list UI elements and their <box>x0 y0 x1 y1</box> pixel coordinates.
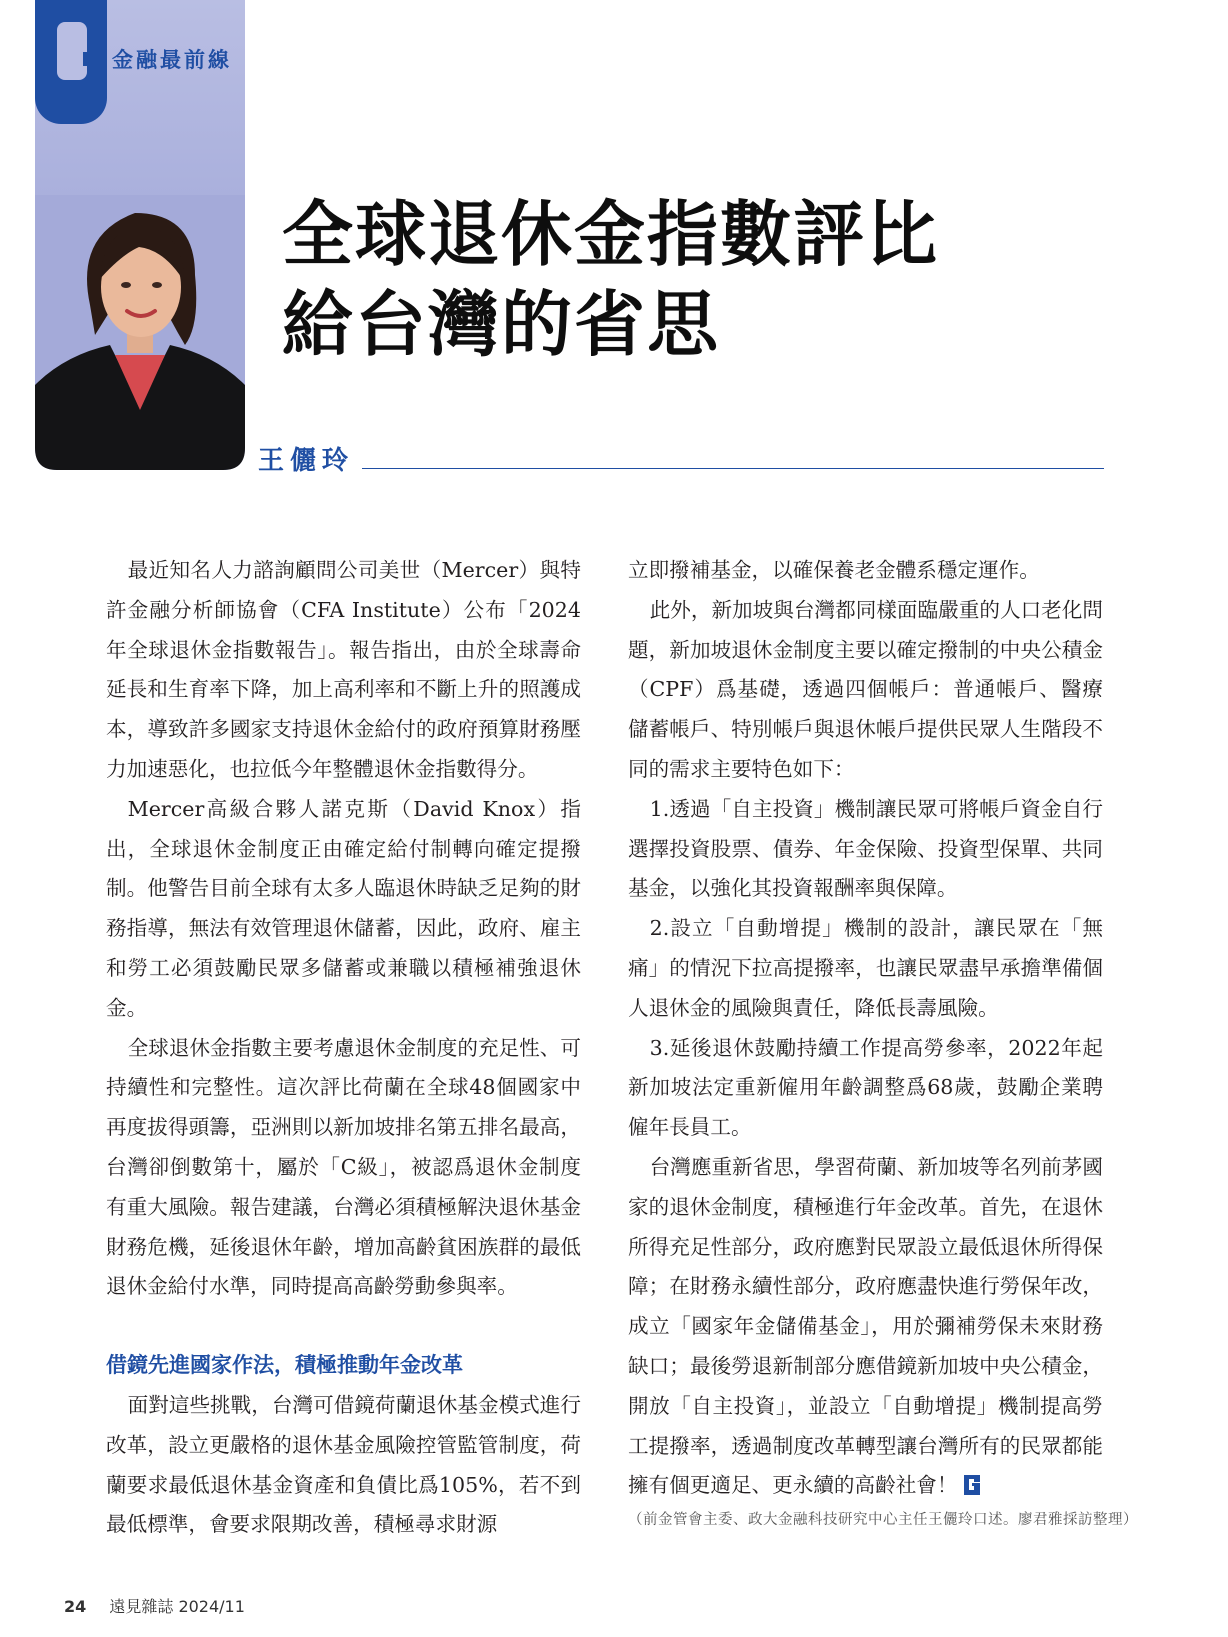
page-footer <box>64 1594 245 1617</box>
paragraph: 最近知名人力諮詢顧問公司美世（Mercer）與特許金融分析師協會（CFA Institute）公布「2024年全球退休金指數報告」。報告指出，由於全球壽命延長和生育率下降，加上高利率和不斷上升的照護成本，導致許多國家支持退休金給付的政府預算財務壓力加速惡化，也拉低今年整體退休金指數得分。 <box>106 558 581 781</box>
author-name: 王儷玲 <box>258 446 355 476</box>
list-item: 1.透過「自主投資」機制讓民眾可將帳戶資金自行選擇投資股票、債券、年金保險、投資型保單、共同基金，以強化其投資報酬率與保障。 <box>628 796 1103 901</box>
author-divider <box>362 468 1104 469</box>
closing-text: 台灣應重新省思，學習荷蘭、新加坡等名列前茅國家的退休金制度，積極進行年金改革。首先，在退休所得充足性部分，政府應對民眾設立最低退休所得保障；在財務永續性部分，政府應盡快進行勞保年改，成立「國家年金儲備基金」，用於彌補勞保未來財務缺口；最後勞退新制部分應借鏡新加坡中央公積金，開放「自主投資」，並設立「自動增提」機制提高勞工提撥率，透過制度改革轉型讓台灣所有的民眾都能擁有個更適足、更永續的高齡社會！ <box>628 1154 1103 1498</box>
title-line-2: 給台灣的省思 <box>282 283 721 366</box>
author-portrait <box>35 195 245 470</box>
paragraph: 面對這些挑戰，台灣可借鏡荷蘭退休基金模式進行改革，設立更嚴格的退休基金風險控管監管制度，荷蘭要求最低退休基金資產和負債比爲105%，若不到最低標準，會要求限期改善，積極尋求財源 <box>106 1392 581 1537</box>
paragraph: Mercer高級合夥人諾克斯（David Knox）指出，全球退休金制度正由確定給付制轉向確定提撥制。他警告目前全球有太多人臨退休時缺乏足夠的財務指導，無法有效管理退休儲蓄，因此，政府、雇主和勞工必須鼓勵民眾多儲蓄或兼職以積極補強退休金。 <box>106 796 581 1020</box>
list-item: 2.設立「自動增提」機制的設計，讓民眾在「無痛」的情況下拉高提撥率，也讓民眾盡早承擔準備個人退休金的風險與責任，降低長壽風險。 <box>628 916 1103 1020</box>
title-line-1: 全球退休金指數評比 <box>282 193 940 276</box>
end-mark-g-icon <box>964 1475 980 1495</box>
paragraph: 此外，新加坡與台灣都同樣面臨嚴重的人口老化問題，新加坡退休金制度主要以確定撥制的中央公積金（CPF）爲基礎，透過四個帳戶：普通帳戶、醫療儲蓄帳戶、特別帳戶與退休帳戶提供民眾人生階段不同的需求主要特色如下： <box>628 597 1103 781</box>
section-label: 金融最前線 <box>112 48 232 72</box>
publication-info: 遠見雜誌 2024/11 <box>109 1597 245 1616</box>
g-logo-icon <box>35 0 107 124</box>
interview-credit: （前金管會主委、政大金融科技研究中心主任王儷玲口述。廖君雅採訪整理） <box>628 1512 1138 1528</box>
list-item: 3.延後退休鼓勵持續工作提高勞參率，2022年起新加坡法定重新僱用年齡調整爲68歲，鼓勵企業聘僱年長員工。 <box>628 1035 1103 1140</box>
right-column <box>628 551 1103 1506</box>
paragraph-continued: 立即撥補基金，以確保養老金體系穩定運作。 <box>628 558 1040 582</box>
paragraph: 全球退休金指數主要考慮退休金制度的充足性、可持續性和完整性。這次評比荷蘭在全球48個國家中再度拔得頭籌，亞洲則以新加坡排名第五排名最高，台灣卻倒數第十，屬於「C級」，被認爲退休金制度有重大風險。報告建議，台灣必須積極解決退休基金財務危機，延後退休年齡，增加高齡貧困族群的最低退休金給付水準，同時提高高齡勞動參與率。 <box>106 1035 581 1299</box>
left-column <box>106 551 581 1545</box>
article-title <box>282 190 1182 370</box>
closing-paragraph <box>628 1148 1103 1506</box>
page-number: 24 <box>64 1597 87 1616</box>
section-subheading: 借鏡先進國家作法，積極推動年金改革 <box>106 1353 463 1378</box>
